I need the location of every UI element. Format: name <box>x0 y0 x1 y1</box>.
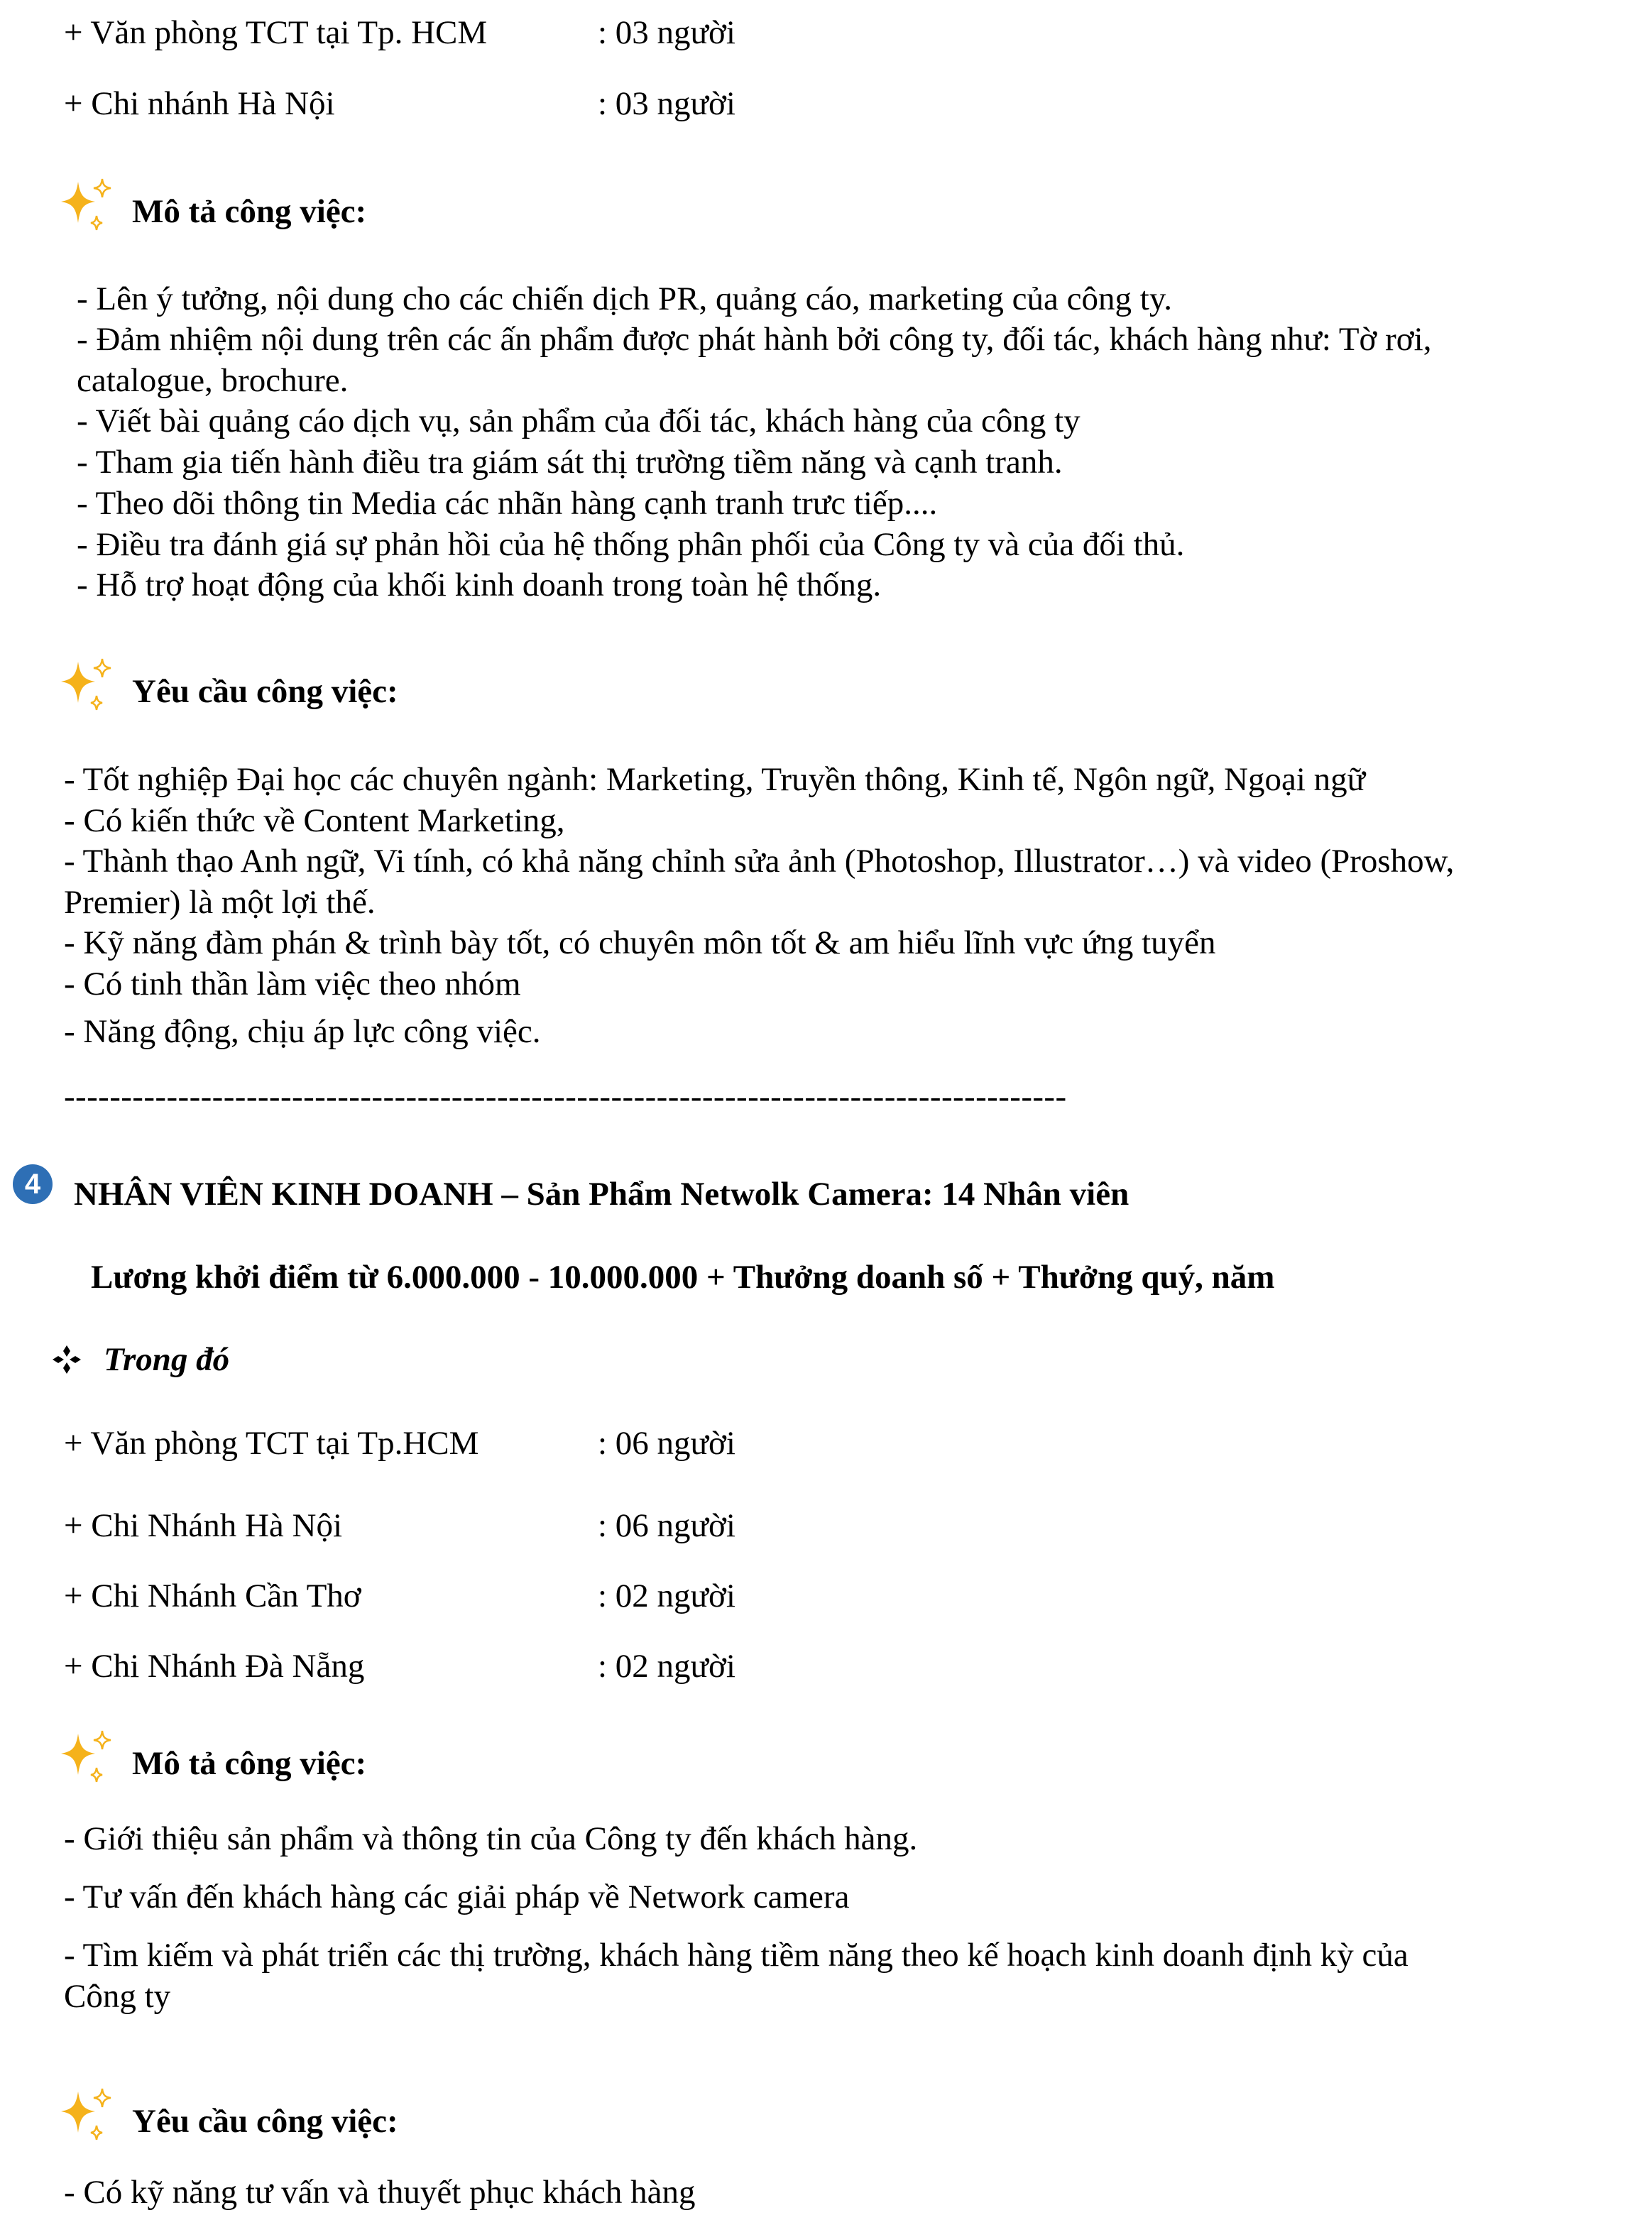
office-count: : 06 người <box>598 1507 735 1544</box>
job-requirements-heading: Yêu cầu công việc: <box>132 2103 398 2140</box>
list-item: - Theo dõi thông tin Media các nhãn hàng cạnh tranh trưc tiếp.... <box>77 485 938 522</box>
section-divider: ---------------------------------------------------------------------------------------- <box>64 1078 1067 1115</box>
office-label: + Chi Nhánh Đà Nẵng <box>64 1648 365 1685</box>
list-item: Premier) là một lợi thế. <box>64 884 376 921</box>
sparkles-icon <box>61 2086 118 2143</box>
list-item: - Có kỹ năng tư vấn và thuyết phục khách hàng <box>64 2174 696 2211</box>
list-item: catalogue, brochure. <box>77 362 349 399</box>
salary-line: Lương khởi điểm từ 6.000.000 - 10.000.000 + Thưởng doanh số + Thưởng quý, năm <box>91 1259 1275 1296</box>
list-item: - Viết bài quảng cáo dịch vụ, sản phẩm của đối tác, khách hàng của công ty <box>77 403 1081 439</box>
office-count: : 03 người <box>598 85 735 122</box>
office-count: : 02 người <box>598 1648 735 1685</box>
list-item: - Lên ý tưởng, nội dung cho các chiến dịch PR, quảng cáo, marketing của công ty. <box>77 280 1173 317</box>
office-count: : 06 người <box>598 1425 735 1462</box>
office-label: + Chi Nhánh Hà Nội <box>64 1507 343 1544</box>
position-title: NHÂN VIÊN KINH DOANH – Sản Phẩm Netwolk Camera: 14 Nhân viên <box>74 1176 1129 1213</box>
sparkles-icon <box>61 1728 118 1785</box>
list-item: - Điều tra đánh giá sự phản hồi của hệ thống phân phối của Công ty và của đối thủ. <box>77 526 1185 563</box>
list-item: - Tốt nghiệp Đại học các chuyên ngành: Marketing, Truyền thông, Kinh tế, Ngôn ngữ, Ngoại ngữ <box>64 761 1366 798</box>
diamond-bullet-icon <box>51 1344 82 1375</box>
list-item: Công ty <box>64 1978 171 2015</box>
list-item: - Tham gia tiến hành điều tra giám sát thị trường tiềm năng và cạnh tranh. <box>77 444 1063 481</box>
number-4-circle-icon: 4 <box>13 1164 53 1204</box>
office-count: : 03 người <box>598 14 735 51</box>
list-item: - Tìm kiếm và phát triển các thị trường, khách hàng tiềm năng theo kế hoạch kinh doanh định kỳ của <box>64 1937 1408 1974</box>
office-count: : 02 người <box>598 1577 735 1614</box>
list-item: - Thành thạo Anh ngữ, Vi tính, có khả năng chỉnh sửa ảnh (Photoshop, Illustrator…) và video (Proshow, <box>64 843 1455 880</box>
list-item: - Có kiến thức về Content Marketing, <box>64 802 565 839</box>
list-item: - Kỹ năng đàm phán & trình bày tốt, có chuyên môn tốt & am hiểu lĩnh vực ứng tuyển <box>64 924 1216 961</box>
office-label: + Văn phòng TCT tại Tp. HCM <box>64 14 488 51</box>
office-label: + Chi nhánh Hà Nội <box>64 85 335 122</box>
job-description-heading: Mô tả công việc: <box>132 193 367 230</box>
list-item: - Có tinh thần làm việc theo nhóm <box>64 966 521 1002</box>
list-item: - Giới thiệu sản phẩm và thông tin của Công ty đến khách hàng. <box>64 1820 918 1857</box>
job-requirements-heading: Yêu cầu công việc: <box>132 673 398 710</box>
office-label: + Chi Nhánh Cần Thơ <box>64 1577 361 1614</box>
list-item: - Hỗ trợ hoạt động của khối kinh doanh trong toàn hệ thống. <box>77 567 882 603</box>
list-item: - Năng động, chịu áp lực công việc. <box>64 1013 541 1050</box>
job-description-heading: Mô tả công việc: <box>132 1745 367 1782</box>
in-which-label: Trong đó <box>104 1341 230 1378</box>
sparkles-icon <box>61 656 118 713</box>
list-item: - Đảm nhiệm nội dung trên các ấn phẩm được phát hành bởi công ty, đối tác, khách hàng như: Tờ rơi, <box>77 321 1432 358</box>
list-item: - Tư vấn đến khách hàng các giải pháp về Network camera <box>64 1879 850 1915</box>
office-label: + Văn phòng TCT tại Tp.HCM <box>64 1425 479 1462</box>
sparkles-icon <box>61 176 118 233</box>
